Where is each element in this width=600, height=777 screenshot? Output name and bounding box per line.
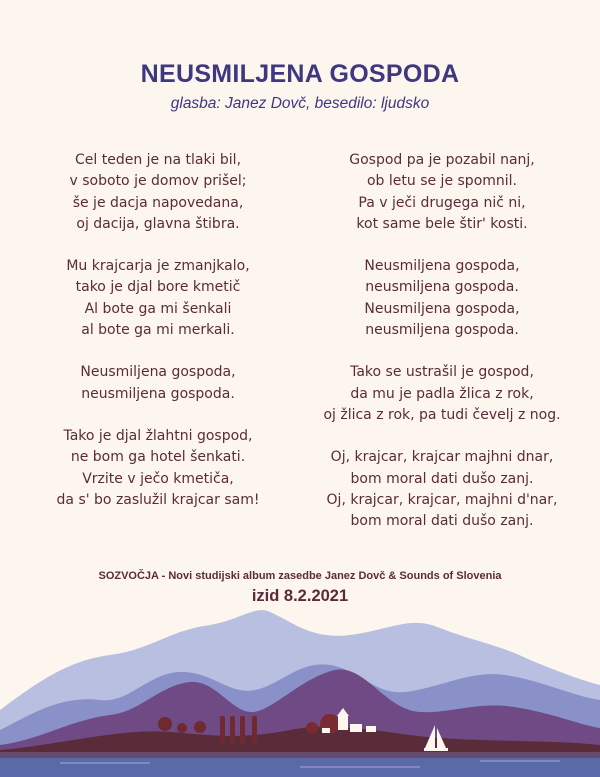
- stanza: [292, 256, 592, 341]
- release-date: izid 8.2.2021: [251, 587, 349, 605]
- stanza: [292, 362, 592, 426]
- lyric-line: oj dacija, glavna štibra.: [76, 215, 240, 232]
- lyric-line: Vrzite v ječo kmetiča,: [82, 470, 234, 487]
- lyric-line: bom moral dati dušo zanj.: [350, 513, 534, 530]
- lyric-line: Tako se ustrašil je gospod,: [350, 364, 534, 381]
- lyric-line: Tako je djal žlahtni gospod,: [63, 427, 253, 444]
- stanza: [8, 256, 308, 341]
- stanza: [292, 447, 592, 532]
- lyric-line: da mu je padla žlica z rok,: [350, 385, 534, 402]
- lyric-line: Neusmiljena gospoda,: [364, 300, 520, 317]
- lyric-line: kot same bele štir' kosti.: [356, 215, 528, 232]
- lyric-line: neusmiljena gospoda.: [365, 279, 519, 296]
- lyrics-left-column: [8, 150, 308, 532]
- song-title: NEUSMILJENA GOSPODA: [140, 60, 460, 88]
- lyric-line: Al bote ga mi šenkali: [84, 300, 232, 317]
- mountain-landscape-illustration: [0, 600, 600, 777]
- lyric-line: Oj, krajcar, krajcar majhni dnar,: [330, 449, 554, 466]
- lyric-line: Neusmiljena gospoda,: [80, 364, 236, 381]
- lyric-line: al bote ga mi merkali.: [81, 322, 235, 339]
- lyric-line: Oj, krajcar, krajcar, majhni d'nar,: [326, 491, 558, 508]
- lyric-line: tako je djal bore kmetič: [75, 279, 241, 296]
- lyric-line: neusmiljena gospoda.: [365, 322, 519, 339]
- lyric-line: Pa v ječi drugega nič ni,: [358, 194, 526, 211]
- lyric-line: oj žlica z rok, pa tudi čevelj z nog.: [323, 406, 561, 423]
- album-announcement: SOZVOČJA - Novi studijski album zasedbe Janez Dovč & Sounds of Slovenia: [98, 570, 502, 582]
- lyric-line: da s' bo zaslužil krajcar sam!: [56, 491, 260, 508]
- lyric-line: Gospod pa je pozabil nanj,: [349, 152, 535, 168]
- lyric-line: ob letu se je spomnil.: [366, 173, 517, 190]
- lyric-line: v soboto je domov prišel;: [69, 173, 247, 190]
- lyric-line: bom moral dati dušo zanj.: [350, 470, 534, 487]
- song-credits: glasba: Janez Dovč, besedilo: ljudsko: [170, 95, 430, 112]
- stanza: [8, 426, 308, 511]
- lyric-line: Neusmiljena gospoda,: [364, 258, 520, 275]
- stanza: [292, 150, 592, 235]
- stanza: [8, 150, 308, 235]
- stanza: [8, 362, 308, 405]
- lyric-line: neusmiljena gospoda.: [81, 385, 235, 402]
- lyrics-right-column: [292, 150, 592, 553]
- lyric-line: Cel teden je na tlaki bil,: [74, 152, 242, 168]
- lyric-line: ne bom ga hotel šenkati.: [70, 449, 246, 466]
- lyric-line: Mu krajcarja je zmanjkalo,: [66, 258, 250, 275]
- lyric-line: še je dacja napovedana,: [72, 194, 244, 211]
